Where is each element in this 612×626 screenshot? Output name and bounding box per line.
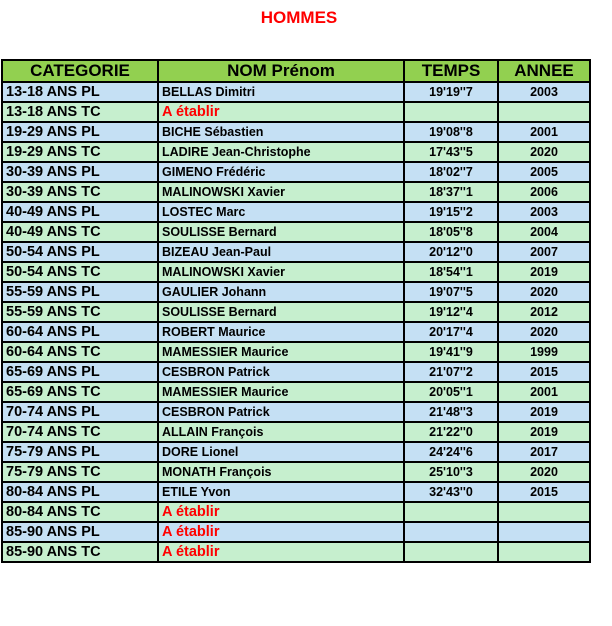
table-row	[2, 102, 590, 122]
year-cell: 2001	[498, 382, 590, 402]
header-row	[2, 60, 590, 82]
table-row	[2, 422, 590, 442]
year-cell: 2020	[498, 322, 590, 342]
page-title: HOMMES	[260, 8, 338, 27]
table-row	[2, 122, 590, 142]
name-cell: MAMESSIER Maurice	[158, 342, 404, 362]
category-cell: 55-59 ANS TC	[2, 302, 158, 322]
time-cell: 20'12''0	[404, 242, 498, 262]
name-cell: CESBRON Patrick	[158, 362, 404, 382]
time-cell: 25'10''3	[404, 462, 498, 482]
time-cell: 32'43''0	[404, 482, 498, 502]
category-cell: 75-79 ANS PL	[2, 442, 158, 462]
time-cell: 18'54''1	[404, 262, 498, 282]
table-row	[2, 442, 590, 462]
time-cell: 21'22''0	[404, 422, 498, 442]
table-row	[2, 182, 590, 202]
category-cell: 13-18 ANS PL	[2, 82, 158, 102]
name-cell: MALINOWSKI Xavier	[158, 182, 404, 202]
year-cell: 2019	[498, 402, 590, 422]
year-cell: 2020	[498, 462, 590, 482]
name-cell: A établir	[158, 522, 404, 542]
year-cell	[498, 542, 590, 562]
time-cell	[404, 502, 498, 522]
year-cell: 2001	[498, 122, 590, 142]
category-cell: 19-29 ANS TC	[2, 142, 158, 162]
year-cell: 2019	[498, 422, 590, 442]
time-cell	[404, 102, 498, 122]
year-cell: 2005	[498, 162, 590, 182]
name-cell: MAMESSIER Maurice	[158, 382, 404, 402]
year-cell: 1999	[498, 342, 590, 362]
name-cell: A établir	[158, 542, 404, 562]
year-cell	[498, 102, 590, 122]
table-row	[2, 142, 590, 162]
time-cell: 18'02''7	[404, 162, 498, 182]
time-cell	[404, 522, 498, 542]
year-cell: 2012	[498, 302, 590, 322]
year-cell: 2006	[498, 182, 590, 202]
time-cell	[404, 542, 498, 562]
name-cell: LADIRE Jean-Christophe	[158, 142, 404, 162]
table-row	[2, 342, 590, 362]
table-row	[2, 402, 590, 422]
category-cell: 70-74 ANS TC	[2, 422, 158, 442]
category-cell: 65-69 ANS TC	[2, 382, 158, 402]
name-cell: BELLAS Dimitri	[158, 82, 404, 102]
header-category: CATEGORIE	[2, 60, 158, 82]
table-body	[2, 82, 590, 562]
name-cell: LOSTEC Marc	[158, 202, 404, 222]
time-cell: 18'37''1	[404, 182, 498, 202]
name-cell: GAULIER Johann	[158, 282, 404, 302]
year-cell: 2015	[498, 482, 590, 502]
category-cell: 60-64 ANS TC	[2, 342, 158, 362]
table-row	[2, 222, 590, 242]
year-cell: 2015	[498, 362, 590, 382]
name-cell: CESBRON Patrick	[158, 402, 404, 422]
time-cell: 21'48''3	[404, 402, 498, 422]
category-cell: 75-79 ANS TC	[2, 462, 158, 482]
time-cell: 20'05''1	[404, 382, 498, 402]
table-row	[2, 242, 590, 262]
category-cell: 80-84 ANS PL	[2, 482, 158, 502]
category-cell: 19-29 ANS PL	[2, 122, 158, 142]
table-row	[2, 302, 590, 322]
category-cell: 85-90 ANS TC	[2, 542, 158, 562]
category-cell: 30-39 ANS PL	[2, 162, 158, 182]
time-cell: 24'24''6	[404, 442, 498, 462]
category-cell: 40-49 ANS TC	[2, 222, 158, 242]
table-row	[2, 322, 590, 342]
table-row	[2, 462, 590, 482]
time-cell: 18'05''8	[404, 222, 498, 242]
time-cell: 17'43''5	[404, 142, 498, 162]
category-cell: 85-90 ANS PL	[2, 522, 158, 542]
table-row	[2, 542, 590, 562]
category-cell: 80-84 ANS TC	[2, 502, 158, 522]
year-cell: 2020	[498, 142, 590, 162]
year-cell: 2003	[498, 82, 590, 102]
header-year: ANNEE	[498, 60, 590, 82]
table-row	[2, 202, 590, 222]
category-cell: 60-64 ANS PL	[2, 322, 158, 342]
table-row	[2, 522, 590, 542]
name-cell: MONATH François	[158, 462, 404, 482]
table-row	[2, 262, 590, 282]
category-cell: 50-54 ANS TC	[2, 262, 158, 282]
name-cell: ROBERT Maurice	[158, 322, 404, 342]
name-cell: SOULISSE Bernard	[158, 222, 404, 242]
category-cell: 55-59 ANS PL	[2, 282, 158, 302]
header-time: TEMPS	[404, 60, 498, 82]
category-cell: 70-74 ANS PL	[2, 402, 158, 422]
table-row	[2, 282, 590, 302]
name-cell: BICHE Sébastien	[158, 122, 404, 142]
table-row	[2, 82, 590, 102]
table-row	[2, 482, 590, 502]
name-cell: DORE Lionel	[158, 442, 404, 462]
time-cell: 21'07''2	[404, 362, 498, 382]
category-cell: 50-54 ANS PL	[2, 242, 158, 262]
year-cell	[498, 522, 590, 542]
name-cell: SOULISSE Bernard	[158, 302, 404, 322]
name-cell: ALLAIN François	[158, 422, 404, 442]
year-cell: 2007	[498, 242, 590, 262]
time-cell: 20'17''4	[404, 322, 498, 342]
time-cell: 19'07''5	[404, 282, 498, 302]
year-cell: 2004	[498, 222, 590, 242]
category-cell: 65-69 ANS PL	[2, 362, 158, 382]
time-cell: 19'19''7	[404, 82, 498, 102]
name-cell: ETILE Yvon	[158, 482, 404, 502]
year-cell: 2020	[498, 282, 590, 302]
year-cell: 2003	[498, 202, 590, 222]
table-row	[2, 502, 590, 522]
time-cell: 19'41''9	[404, 342, 498, 362]
table-row	[2, 362, 590, 382]
table-row	[2, 382, 590, 402]
category-cell: 40-49 ANS PL	[2, 202, 158, 222]
time-cell: 19'15''2	[404, 202, 498, 222]
time-cell: 19'12''4	[404, 302, 498, 322]
category-cell: 13-18 ANS TC	[2, 102, 158, 122]
year-cell	[498, 502, 590, 522]
year-cell: 2019	[498, 262, 590, 282]
category-cell: 30-39 ANS TC	[2, 182, 158, 202]
name-cell: BIZEAU Jean-Paul	[158, 242, 404, 262]
name-cell: MALINOWSKI Xavier	[158, 262, 404, 282]
header-name: NOM Prénom	[158, 60, 404, 82]
name-cell: A établir	[158, 502, 404, 522]
name-cell: A établir	[158, 102, 404, 122]
time-cell: 19'08''8	[404, 122, 498, 142]
table-row	[2, 162, 590, 182]
records-table	[1, 59, 591, 563]
year-cell: 2017	[498, 442, 590, 462]
name-cell: GIMENO Frédéric	[158, 162, 404, 182]
